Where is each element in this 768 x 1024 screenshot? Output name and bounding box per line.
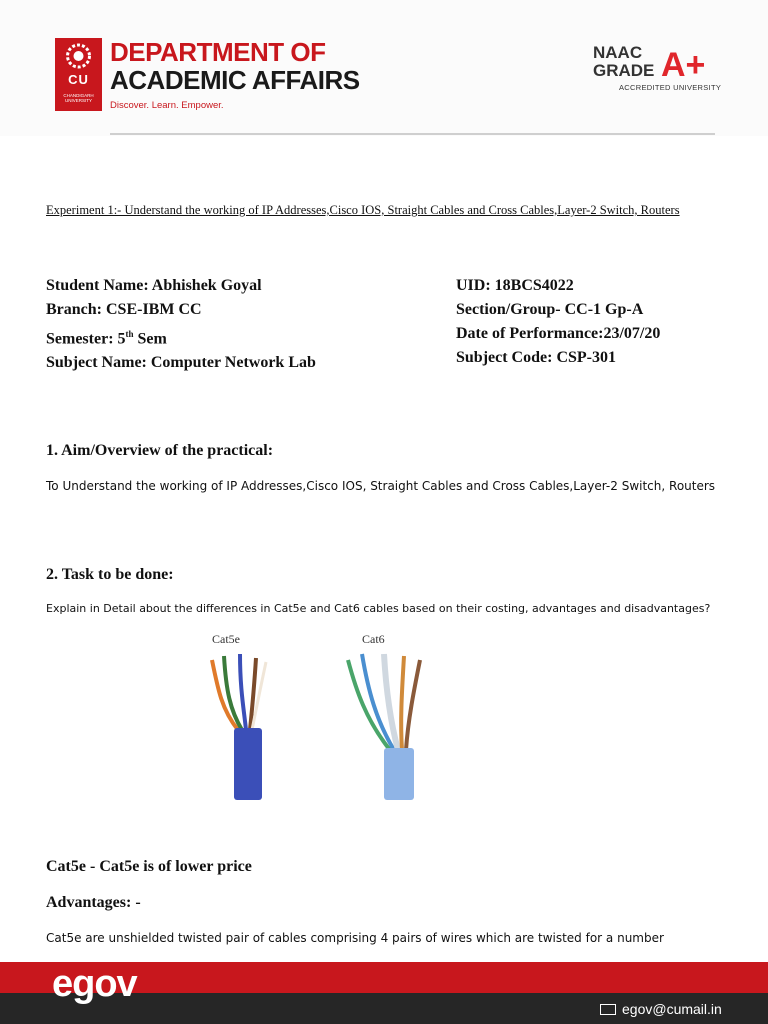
naac-text: NAAC — [593, 43, 643, 62]
student-name: Student Name: Abhishek Goyal — [46, 277, 262, 294]
grade-text: GRADE — [593, 61, 655, 80]
logo-text: CU — [68, 72, 89, 87]
advantages-text: Cat5e are unshielded twisted pair of cables comprising 4 pairs of wires which are twisted for a number — [46, 931, 664, 945]
department-title — [110, 38, 360, 94]
subject-code: Subject Code: CSP-301 — [456, 349, 616, 366]
email-text: egov@cumail.in — [622, 1001, 722, 1017]
logo-subtext: CHANDIGARH UNIVERSITY — [63, 93, 94, 103]
gear-emblem-icon — [55, 40, 102, 74]
experiment-title: Experiment 1:- Understand the working of IP Addresses,Cisco IOS, Straight Cables and Cross Cables,Layer-2 Switch, Routers — [46, 203, 680, 217]
cat5e-cable-image — [200, 650, 280, 805]
subject-name: Subject Name: Computer Network Lab — [46, 354, 316, 372]
department-line1: DEPARTMENT OF — [110, 37, 326, 67]
student-branch: Branch: CSE-IBM CC — [46, 301, 202, 318]
task-heading: 2. Task to be done: — [46, 566, 174, 583]
student-info-right — [456, 274, 660, 370]
student-semester: Semester: 5th Sem — [46, 329, 167, 348]
cat5e-label: Cat5e — [212, 632, 240, 646]
accredited-text: ACCREDITED UNIVERSITY — [619, 83, 722, 92]
cat5e-heading: Cat5e - Cat5e is of lower price — [46, 858, 252, 875]
grade-value: A+ — [661, 46, 706, 84]
footer-email[interactable] — [600, 1001, 722, 1017]
department-line2: ACADEMIC AFFAIRS — [110, 65, 360, 95]
cat6-label: Cat6 — [362, 632, 385, 646]
student-uid: UID: 18BCS4022 — [456, 277, 574, 294]
cat6-cable-image — [340, 650, 430, 805]
advantages-heading: Advantages: - — [46, 894, 141, 911]
tagline: Discover. Learn. Empower. — [110, 100, 224, 111]
egov-logo: egov — [52, 963, 137, 1005]
task-text: Explain in Detail about the differences in Cat5e and Cat6 cables based on their costing, advantages and disadvantages? — [46, 602, 711, 615]
mail-icon — [600, 1004, 616, 1015]
header-divider — [110, 133, 715, 135]
aim-heading: 1. Aim/Overview of the practical: — [46, 442, 274, 459]
date-of-performance: Date of Performance:23/07/20 — [456, 325, 661, 342]
student-info-left — [46, 274, 316, 375]
aim-text: To Understand the working of IP Addresses,Cisco IOS, Straight Cables and Cross Cables,Layer-2 Switch, Routers — [46, 479, 716, 493]
university-logo — [55, 38, 102, 111]
section-group: Section/Group- CC-1 Gp-A — [456, 301, 644, 318]
naac-badge — [593, 44, 721, 92]
